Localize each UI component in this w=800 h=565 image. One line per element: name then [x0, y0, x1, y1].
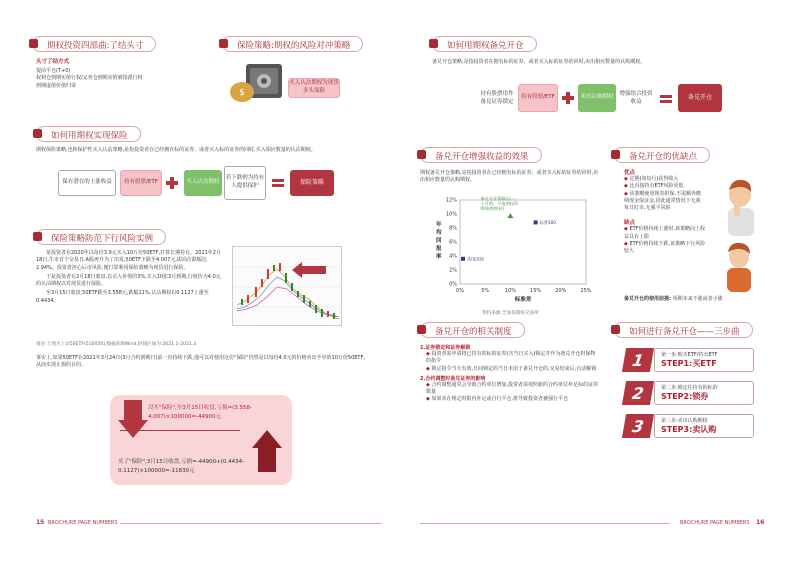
pros-item: ◆ 比直接持有ETF风险更低: [624, 183, 684, 190]
y-tick-label: 8%: [449, 225, 457, 232]
x-tick-label: 20%: [555, 288, 567, 294]
hold-box: 持有股票/ETF: [518, 84, 558, 112]
covered-intro: 备兑开仓策略,是指投资者在拥有标的证券、或者买入标的证券的同时,卖出相应数量的认购期权。: [432, 59, 646, 65]
close-line: 提前平仓(T+0): [36, 68, 71, 74]
rules-text: 投资者需申请将已持有的标的证券(含当日买入)锁定并作为备兑开仓担保物的指令: [426, 351, 596, 365]
cons-title: 缺点: [624, 220, 636, 227]
case-paragraph: 于是投资者在2月18日收盘,以买入价值的3%,买入10张3月到期,行权价为4.0元的认沽期权以对现货进行保险。: [36, 273, 221, 287]
step-en: STEP1:买ETF: [661, 359, 717, 368]
close-title: 头寸了结方式: [36, 59, 70, 65]
sell-box: 卖出认购期权: [578, 84, 616, 112]
case-paragraph: 某投资者在2020年以每份3.9元买入10万份50ETF,打算长期持有。2021年2月18日,牛市首个交易日,A股再升为了出发,50ETF下跌至4.007元,即高位跌幅达2.94%。投资者担心后市风险,便打算利用保险策略为现货进行保险。: [36, 250, 221, 271]
section-title-effect: 备兑开仓增强收益的效果: [420, 147, 542, 163]
rules-item: ◆ 投资者需申请将已持有的标的证券(含当日买入)锁定并作为备兑开仓担保物的指令: [426, 351, 596, 365]
section-title-pros-cons: 备兑开仓的优缺点: [614, 147, 710, 163]
section-title-close-position: 期权投资四部曲:了结头寸: [32, 36, 156, 52]
close-lines: [36, 68, 226, 90]
step-en: STEP3:卖认购: [661, 425, 717, 434]
cons-item: ◆ ETF价格持续下跌,该策略下行风险较大: [624, 240, 706, 254]
step-box: [654, 414, 754, 438]
cons-text: ETF价格持续上涨时,该策略向上收益具有上限: [624, 226, 706, 240]
y-tick-label: 10%: [445, 211, 457, 218]
footer-rule-right: [420, 523, 670, 524]
safe-label: 买入认沽期权为现货多头保险: [288, 78, 340, 98]
section-title-insurance: 保险策略:期权的风险对冲策略: [222, 36, 363, 52]
calc-no-insurance: 没买"保险",至3月15日收盘,亏损=(3.558-4.007)×100000=-44900元: [148, 405, 253, 420]
divider: [120, 430, 240, 431]
use-label: 备兑开仓的使用前提:: [624, 296, 672, 302]
case-paragraph: 至3月15日收盘,50ETF跌至3.558元,跌幅11%,认沽期权以0.1127上涨至0.4434。: [36, 290, 209, 304]
section-title-how-insure: 如何用期权实现保险: [36, 126, 141, 142]
data-label: 美国国债: [467, 256, 484, 262]
pros-text: 定期(如每月)获得收入: [629, 176, 679, 182]
data-label: 标普500: [539, 219, 556, 225]
step-box: [654, 381, 754, 405]
calc-with-insurance: 买了"保险",3月15日收盘,亏损=-44900+(0.4434-0.1127)×100000=-11830元: [118, 459, 245, 474]
case-summary: 事实上,如果50ETF在2021年3月24日(3月合约到期日)前一直持续下跌,他可以对使用这份"保险"仍然是以每份4.0元的价格卖出手中的10万份50ETF,从而实现止损的目的。: [36, 355, 365, 369]
page-number-right: 16: [756, 519, 765, 526]
y-tick-label: 12%: [445, 197, 457, 204]
equals-icon: [660, 94, 672, 104]
section-title-steps: 如何进行备兑开仓——三步曲: [614, 322, 753, 338]
protect-need: 保有潜在的上涨收益: [58, 170, 116, 196]
left-arrow-icon: [292, 262, 326, 278]
effect-intro: 期权备兑开仓策略,是指投资者在已经拥有标的证券、或者买入标的证券的同时,卖出相应数量的认购期权。: [420, 170, 599, 184]
page-number-left: 15: [36, 519, 45, 526]
x-tick-label: 15%: [530, 288, 542, 294]
step-cn: 第二步:锁定住持有的标的: [661, 385, 718, 391]
step-en: STEP2:锁券: [661, 392, 709, 401]
section-title-rules: 备兑开仓的相关制度: [420, 322, 525, 338]
equals-icon: [272, 178, 284, 188]
x-tick-label: 0%: [456, 288, 464, 294]
rules-item: ◆ 锁定指令当天有效,日间锁定的当日未用于备兑开仓的,交易结束后,自动解锁: [426, 365, 597, 372]
y-tick-label: 6%: [449, 239, 457, 246]
y-axis-label: 年均回报率: [436, 222, 442, 260]
protect-buy: 买入认沽期权: [184, 170, 222, 196]
enhance-label: 增强组合投资收益: [618, 82, 654, 116]
pros-title: 优点: [624, 170, 636, 176]
section-title-covered-call: 如何用期权备兑开仓: [432, 36, 537, 52]
plus-icon: [562, 92, 574, 104]
safe-illustration: [228, 60, 288, 104]
section-title-case: 保险策略防范下行风险实例: [36, 229, 166, 245]
footer-rule-left: [120, 523, 382, 524]
covered-result: 备兑开仓: [678, 84, 722, 112]
protect-intro: 期权保险策略,也称保护性买入认沽策略,是指投资者在已经拥有标的证券、或者买入标的证券的同时,买入相应数量的认沽期权。: [36, 147, 316, 153]
case-text: [36, 250, 224, 305]
pros-item: ◆ 该策略使用现券担保,不需额外缴纳现金保证金,因此通常情况下无须每日盯市,无强平风险: [624, 190, 702, 211]
data-point: [534, 220, 538, 224]
step-box: [654, 348, 754, 372]
svg-text:$: $: [239, 88, 245, 98]
step-cn: 第三步:卖出认购期权: [661, 418, 708, 424]
rules-panel: [420, 344, 600, 404]
chart-note: 备注:上图为上证50ETF(510050),数据来源Wind,时间区间为:2021.1-2021.3: [36, 342, 197, 347]
x-axis-label: 标准差: [514, 297, 532, 303]
use-text: 预期未来不涨或者小涨: [672, 296, 723, 302]
protect-result: 保险策略: [290, 170, 334, 196]
etf-candlestick-chart: [232, 246, 342, 326]
protect-fall: 若下跌则为持有人提供保护: [224, 166, 266, 200]
rules-title: 1.证券锁定和证券解锁: [420, 345, 471, 351]
data-point: [461, 257, 465, 261]
rules-item: ◆ 合约调整通常会导致合约单位增加,投资者需按照新的合约单位补足标的证券数量: [426, 381, 599, 395]
footer-text-right: BROCHURE PAGE NUMBERS: [680, 520, 750, 526]
thinking-person-illustration: [718, 178, 760, 238]
pros-item: ◆ 定期(如每月)获得收入: [624, 176, 679, 182]
y-tick-label: 2%: [449, 267, 457, 274]
close-line: 权利仓到期实值行权/义务仓到期实值被指派行权: [36, 75, 143, 82]
use-condition: [624, 295, 723, 302]
worried-person-illustration: [718, 242, 760, 292]
x-tick-label: 10%: [504, 288, 516, 294]
rules-text: 锁定指令当天有效,日间锁定的当日未用于备兑开仓的,交易结束后,自动解锁: [431, 365, 597, 372]
x-tick-label: 5%: [481, 288, 490, 294]
pros-text: 比直接持有ETF风险更低: [629, 183, 684, 190]
pros-text: 该策略使用现券担保,不需额外缴纳现金保证金,因此通常情况下无须每日盯市,无强平风险: [624, 190, 702, 211]
step-badge: 3: [622, 414, 654, 438]
footer-text-left: BROCHURE PAGE NUMBERS: [48, 520, 118, 526]
hold-label: 持有股票用作备兑证券锁定: [478, 82, 516, 116]
rules-title: 2.合约调整时备兑证券的影响: [420, 375, 486, 382]
rules-text: 如果未在规定时限内补足或自行平仓,将导致投资者被强行平仓: [431, 396, 569, 403]
cons-item: ◆ ETF价格持续上涨时,该策略向上收益具有上限: [624, 226, 706, 240]
down-arrow-icon: [118, 400, 148, 438]
step-cn: 第一步:购买ETF/持有ETF: [661, 352, 718, 358]
rules-item: ◆ 如果未在规定时限内补足或自行平仓,将导致投资者被强行平仓: [426, 396, 569, 403]
rules-text: 合约调整通常会导致合约单位增加,投资者需按照新的合约单位补足标的证券数量: [426, 381, 599, 395]
close-line: 到期虚值价值归零: [36, 82, 77, 89]
step-badge: 1: [622, 348, 654, 372]
cons-text: ETF价格持续下跌,该策略下行风险较大: [624, 240, 706, 254]
protect-hold: 持有股票/ETF: [120, 170, 162, 196]
x-tick-label: 25%: [580, 288, 592, 294]
plot-area: [460, 200, 586, 284]
step-badge: 2: [622, 381, 654, 405]
chart-source: 资料来源:芝加哥期权交易所: [482, 311, 539, 316]
y-tick-label: 0%: [449, 281, 457, 288]
plus-icon: [166, 177, 178, 189]
data-label: 备兑开仓策略(以一个月期、平值期权/5 00指数期权): [480, 196, 518, 212]
y-tick-label: 4%: [449, 253, 457, 260]
return-risk-chart: [420, 194, 600, 306]
